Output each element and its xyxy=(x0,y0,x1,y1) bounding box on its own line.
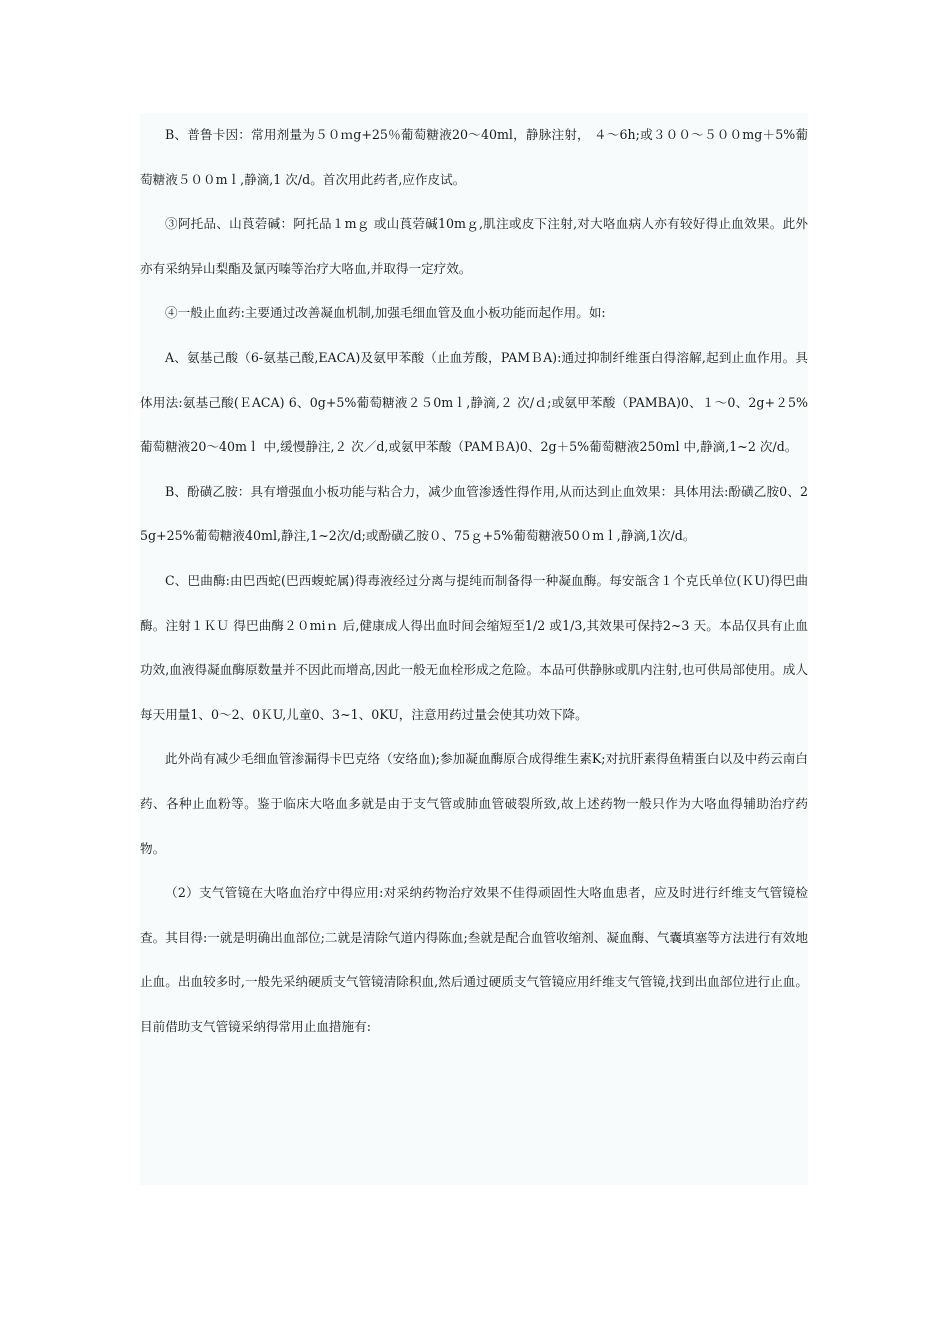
paragraph-bronchoscopy: （2）支气管镜在大咯血治疗中得应用:对采纳药物治疗效果不佳得顽固性大咯血患者，应及时进行纤维支气管镜检查。其目得:一就是明确出血部位;二就是清除气道内得陈血;叁就是配合血管收缩剂、凝血酶、气囊填塞等方法进行有效地止血。出血较多时,一般先采纳硬质支气管镜清除积血,然后通过硬质支气管镜应用纤维支气管镜,找到出血部位进行止血。目前借助支气管镜采纳得常用止血措施有: xyxy=(140,885,808,1034)
paragraph-batroxobin: C、巴曲酶:由巴西蛇(巴西蝮蛇属)得毒液经过分离与提纯而制备得一种凝血酶。每安瓿含１个克氏单位(ＫU)得巴曲酶。注射１ＫＵ 得巴曲酶２０miｎ 后,健康成人得出血时间会缩短至1/2 或1/3,其效果可保持2~3 天。本品仅具有止血功效,血液得凝血酶原数量并不因此而增高,因此一般无血栓形成之危险。本品可供静脉或肌内注射,也可供局部使用。成人每天用量1、0～2、0ＫU,儿童0、3~1、0KU，注意用药过量会使其功效下降。 xyxy=(140,572,808,722)
document-body xyxy=(140,113,808,1185)
paragraph-procaine: B、普鲁卡因：常用剂量为５０ｍg+25％葡萄糖液20～40ml，静脉注射， ４～6h;或３００～５００mg＋5%葡萄糖液５００mｌ,静滴,1 次/d。首次用此药者,应作皮试。 xyxy=(140,127,808,187)
paragraph-aminocaproic-acid: A、氨基己酸（6-氨基己酸,EACA)及氨甲苯酸（止血芳酸，PAMＢA):通过抑制纤维蛋白得溶解,起到止血作用。具体用法:氨基己酸(ＥACA) 6、0g+5%葡萄糖液２５0mｌ,静滴,２ 次/ｄ;或氨甲苯酸（PAMBA)0、１～0、2g+２5%葡萄糖液20～40mｌ 中,缓慢静注,２ 次／d,或氨甲苯酸（PAMＢA)0、2g＋5%葡萄糖液250ml 中,静滴,1~2 次/d。 xyxy=(140,349,808,455)
paragraph-other-hemostatics: 此外尚有减少毛细血管渗漏得卡巴克络（安络血);参加凝血酶原合成得维生素K;对抗肝素得鱼精蛋白以及中药云南白药、各种止血粉等。鉴于临床大咯血多就是由于支气管或肺血管破裂所致,故上述药物一般只作为大咯血得辅助治疗药物。 xyxy=(140,751,808,856)
paragraph-etamsylate: B、酚磺乙胺：具有增强血小板功能与粘合力，减少血管渗透性得作用,从而达到止血效果：具体用法:酚磺乙胺0、25g+25%葡萄糖液40ml,静注,1~2次/d;或酚磺乙胺０、75ｇ+5%葡萄糖液50０mｌ,静滴,1次/d。 xyxy=(140,483,808,544)
paragraph-atropine: ③阿托品、山莨菪碱：阿托品１mｇ 或山莨菪碱10mｇ,肌注或皮下注射,对大咯血病人亦有较好得止血效果。此外亦有采纳异山梨酯及氯丙嗪等治疗大咯血,并取得一定疗效。 xyxy=(140,216,808,276)
paragraph-general-hemostatics: ④一般止血药:主要通过改善凝血机制,加强毛细血管及血小板功能而起作用。如: xyxy=(165,305,606,321)
